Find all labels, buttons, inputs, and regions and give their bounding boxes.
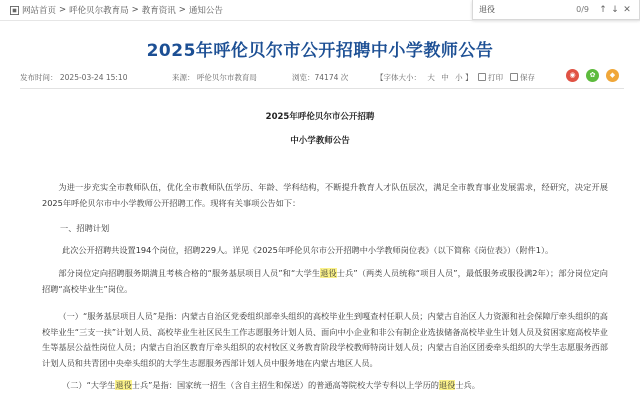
content-title-line1: 2025年呼伦贝尔市公开招聘 xyxy=(265,112,375,122)
paragraph-targeted xyxy=(42,266,608,297)
publish-time: 发布时间： 2025-03-24 15:10 xyxy=(20,72,128,82)
find-next-button[interactable]: ↓ xyxy=(611,4,619,15)
article-meta xyxy=(20,70,640,84)
search-highlight: 退役 xyxy=(115,380,132,390)
breadcrumb-separator: > xyxy=(178,5,186,15)
text: 部分岗位定向招聘服务期满且考核合格的“服务基层项目人员”和“大学生 xyxy=(58,268,321,278)
text: 士兵”是指：国家统一招生（含自主招生和保送）的普通高等院校大学专科以上学历的 xyxy=(131,380,439,390)
find-previous-button[interactable]: ↑ xyxy=(599,4,607,15)
save-icon xyxy=(510,73,518,81)
breadcrumb-separator: > xyxy=(131,5,139,15)
save-button[interactable] xyxy=(510,72,535,83)
search-highlight: 退役 xyxy=(438,380,456,390)
print-button[interactable] xyxy=(478,72,503,83)
paragraph-plan: 此次公开招聘共设置194个岗位，招聘229人。详见《2025年呼伦贝尔市公开招聘中小学教师岗位表》（以下简称《岗位表》）（附件1）。 xyxy=(62,245,554,255)
font-size-large[interactable]: 大 xyxy=(427,72,435,82)
breadcrumb xyxy=(10,4,223,16)
font-size-medium[interactable]: 中 xyxy=(441,72,449,82)
breadcrumb-news[interactable]: 教育资讯 xyxy=(141,6,176,16)
print-label: 打印 xyxy=(488,72,503,82)
find-match-count: 0/9 xyxy=(576,5,589,14)
wechat-share-icon[interactable]: ✿ xyxy=(586,69,599,82)
find-close-button[interactable]: ✕ xyxy=(623,4,631,15)
paragraph-intro: 为进一步充实全市教师队伍，优化全市教师队伍学历、年龄、学科结构，不断提升教育人才队伍层次，满足全市教育事业发展需求，经研究，决定开展2025年呼伦贝尔市中小学教师公开招聘工作。现将有关事项公告如下： xyxy=(42,182,608,208)
text: 士兵。 xyxy=(455,380,480,390)
font-size-end: 】 xyxy=(465,72,473,82)
section-heading: 一、招聘计划 xyxy=(60,223,110,233)
paragraph-project-personnel: （一）“服务基层项目人员”是指：内蒙古自治区党委组织部牵头组织的高校毕业生到嘎查村任职人员；内蒙古自治区人力资源和社会保障厅牵头组织的高校毕业生“三支一扶”计划人员、高校毕业生社区民生工作志愿服务计划人员、面向中小企业和非公有制企业选拔储备高校毕业生计划人员及贫困家庭高校毕业生等基层公益性岗位人员；内蒙古自治区教育厅牵头组织的农村牧区义务教育阶段学校教师特岗计划人员；内蒙古自治区团委牵头组织的大学生志愿服务西部计划人员和共青团中央牵头组织的大学生志愿服务西部计划人员中服务地在内蒙古地区人员。 xyxy=(42,311,608,368)
font-size-control xyxy=(376,72,473,83)
view-count: 浏览：74174 次 xyxy=(292,72,349,82)
find-input[interactable]: 退役 xyxy=(479,5,495,14)
divider xyxy=(20,88,624,89)
font-size-small[interactable]: 小 xyxy=(455,72,463,82)
divider xyxy=(0,20,640,21)
breadcrumb-notices[interactable]: 通知公告 xyxy=(188,6,223,16)
search-highlight: 退役 xyxy=(320,268,337,278)
save-label: 保存 xyxy=(520,72,535,82)
breadcrumb-separator: > xyxy=(59,5,67,15)
content-title-line2: 中小学教师公告 xyxy=(290,136,350,146)
article-source: 来源： 呼伦贝尔市教育局 xyxy=(172,72,257,82)
paragraph-veterans xyxy=(62,378,608,394)
weibo-share-icon[interactable]: ◉ xyxy=(566,69,579,82)
print-icon xyxy=(478,73,486,81)
breadcrumb-home[interactable]: 网站首页 xyxy=(22,6,57,16)
breadcrumb-bureau[interactable]: 呼伦贝尔教育局 xyxy=(69,6,129,16)
find-bar xyxy=(472,0,640,20)
font-size-label: 【字体大小： xyxy=(376,72,421,82)
text: （二）“大学生 xyxy=(62,380,116,390)
location-icon xyxy=(10,6,19,15)
page-title: 2025年呼伦贝尔市公开招聘中小学教师公告 xyxy=(146,41,494,61)
qq-share-icon[interactable]: ◆ xyxy=(606,69,619,82)
text: 士兵”（两类人员统称“项目人员”，最低服务或服役满2年）；部分岗位定向招聘“高校毕业生”岗位。 xyxy=(42,268,608,294)
